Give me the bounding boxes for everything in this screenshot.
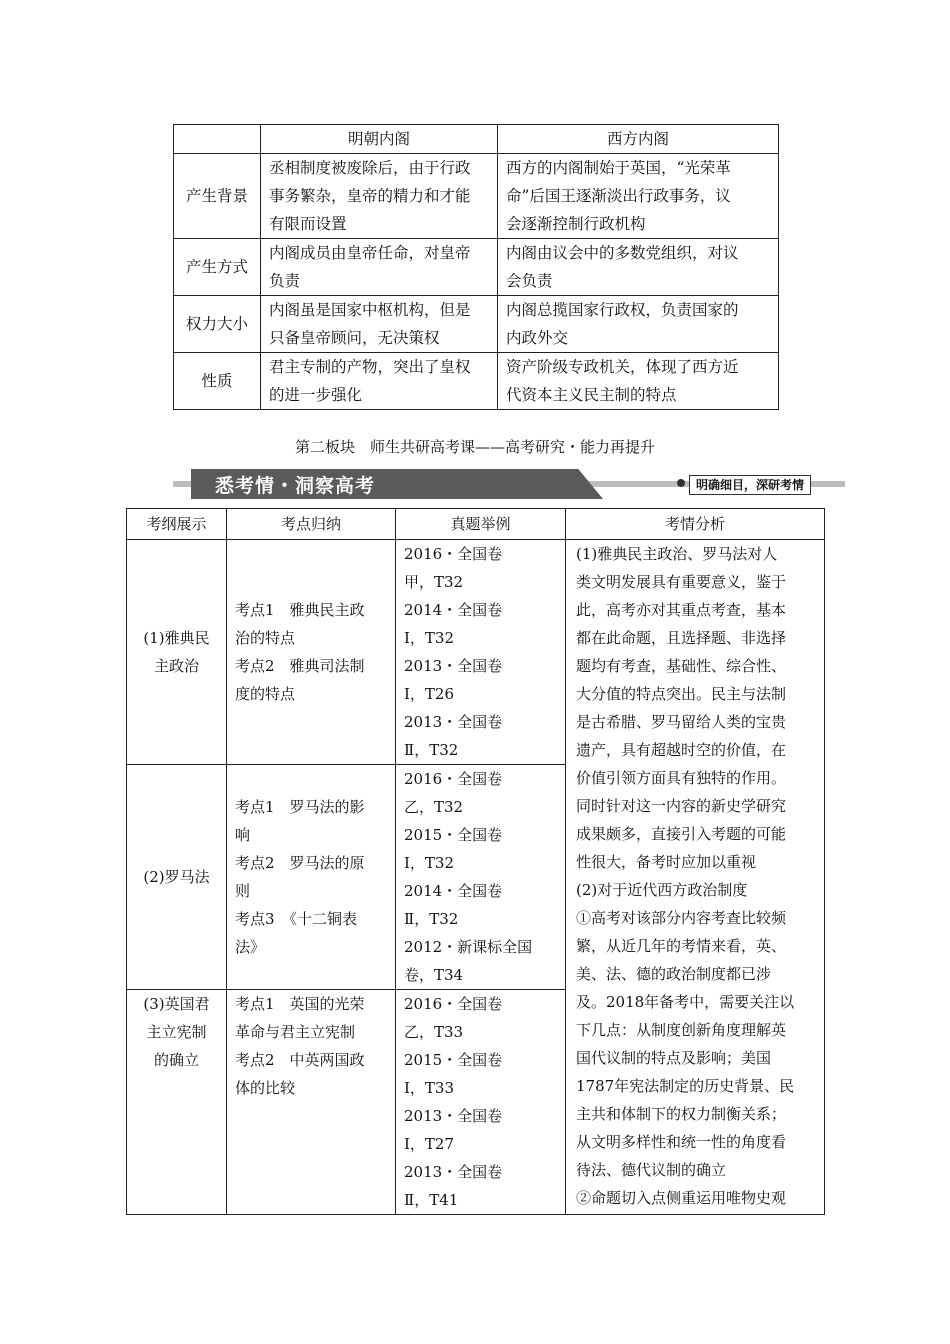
topic-line: (3)英国君 [143, 995, 210, 1013]
analysis-line: 繁，从近几年的考情来看，英、 [576, 937, 787, 955]
points-cell [227, 765, 396, 990]
header-cell-ming: 明朝内阁 [261, 125, 498, 154]
point-line: 治的特点 [235, 629, 296, 647]
analysis-line: 价值引领方面具有独特的作用。 [576, 769, 787, 787]
cell-line: 事务繁杂，皇帝的精力和才能 [269, 187, 471, 205]
exam-line: 2014・全国卷 [404, 882, 503, 900]
analysis-line: 是古希腊、罗马留给人类的宝贵 [576, 713, 787, 731]
exam-line: 甲，T32 [404, 573, 464, 591]
exam-line: 2016・全国卷 [404, 995, 503, 1013]
exam-line: Ⅰ，T32 [404, 854, 455, 872]
analysis-line: (2)对于近代西方政治制度 [576, 881, 748, 899]
west-cell [498, 296, 779, 353]
exam-item [404, 652, 557, 708]
cell-line: 君主专制的产物，突出了皇权 [269, 358, 471, 376]
analysis-line: 及。2018年备考中，需要关注以 [576, 993, 795, 1011]
table-row [127, 540, 825, 765]
exam-line: 2013・全国卷 [404, 713, 503, 731]
analysis-line: 遗产，具有超越时空的价值，在 [576, 741, 787, 759]
exam-line: Ⅰ，T32 [404, 629, 455, 647]
header-cell-analysis: 考情分析 [566, 509, 825, 540]
cell-line: 负责 [269, 272, 301, 290]
cell-line: 代资本主义民主制的特点 [506, 386, 677, 404]
point-line: 考点1 罗马法的影 [235, 798, 365, 816]
analysis-line: (1)雅典民主政治、罗马法对人 [576, 545, 778, 563]
exam-line: Ⅱ，T41 [404, 1191, 459, 1209]
point-line: 考点2 罗马法的原 [235, 854, 365, 872]
analysis-line: 题均有考查，基础性、综合性、 [576, 657, 787, 675]
ming-cell [261, 353, 498, 410]
exam-item [404, 933, 557, 989]
point-line: 考点3 《十二铜表 [235, 910, 358, 928]
cell-line: 资产阶级专政机关，体现了西方近 [506, 358, 739, 376]
exam-line: 2012・新课标全国 [404, 938, 533, 956]
table-header-row [127, 509, 825, 540]
exam-line: Ⅰ，T33 [404, 1079, 455, 1097]
ming-cell [261, 296, 498, 353]
syllabus-cell [127, 990, 227, 1215]
ming-cell [261, 154, 498, 239]
header-cell-syllabus: 考纲展示 [127, 509, 227, 540]
exam-item [404, 765, 557, 821]
analysis-line: 1787年宪法制定的历史背景、民 [576, 1077, 795, 1095]
analysis-line: ①高考对该部分内容考查比较频 [576, 909, 787, 927]
exam-line: 2013・全国卷 [404, 657, 503, 675]
exams-cell [396, 540, 566, 765]
exam-line: 乙，T32 [404, 798, 464, 816]
analysis-line: 下几点：从制度创新角度理解英 [576, 1021, 787, 1039]
exam-line: 卷，T34 [404, 966, 464, 984]
exam-line: Ⅰ，T27 [404, 1135, 455, 1153]
exam-line: 2013・全国卷 [404, 1107, 503, 1125]
exam-line: 乙，T33 [404, 1023, 464, 1041]
syllabus-cell [127, 540, 227, 765]
exam-line: Ⅱ，T32 [404, 910, 459, 928]
exam-item [404, 1158, 557, 1214]
cell-line: 只备皇帝顾问，无决策权 [269, 329, 440, 347]
cell-line: 会逐渐控制行政机构 [506, 215, 646, 233]
exam-item [404, 540, 557, 596]
analysis-line: 同时针对这一内容的新史学研究 [576, 797, 787, 815]
point-line: 度的特点 [235, 685, 296, 703]
table-row [174, 154, 779, 239]
cell-line: 丞相制度被废除后，由于行政 [269, 159, 471, 177]
table-row [174, 296, 779, 353]
exams-cell [396, 990, 566, 1215]
exam-line: Ⅱ，T32 [404, 741, 459, 759]
section-title: 第二板块 师生共研高考课——高考研究・能力再提升 [294, 438, 655, 456]
exam-line: Ⅰ，T26 [404, 685, 455, 703]
cell-line: 命”后国王逐渐淡出行政事务，议 [506, 187, 731, 205]
bullet-dot-icon [677, 479, 685, 487]
analysis-line: 待法、德代议制的确立 [576, 1161, 727, 1179]
point-line: 则 [235, 882, 251, 900]
west-cell [498, 353, 779, 410]
topic-line: 主政治 [153, 657, 199, 675]
exam-line: 2015・全国卷 [404, 1051, 503, 1069]
point-line: 考点1 英国的光荣 [235, 995, 365, 1013]
row-label: 性质 [174, 353, 261, 410]
analysis-line: 大分值的特点突出。民主与法制 [576, 685, 787, 703]
cabinet-comparison-table [173, 124, 779, 410]
exam-item [404, 708, 557, 764]
analysis-line: 类文明发展具有重要意义，鉴于 [576, 573, 787, 591]
analysis-cell [566, 540, 825, 1215]
section-banner [173, 469, 845, 499]
exam-analysis-table [126, 508, 825, 1215]
cell-line: 内阁虽是国家中枢机构，但是 [269, 301, 471, 319]
row-label: 权力大小 [174, 296, 261, 353]
header-cell-empty [174, 125, 261, 154]
point-line: 体的比较 [235, 1079, 296, 1097]
west-cell [498, 239, 779, 296]
analysis-line: 成果颇多，直接引入考题的可能 [576, 825, 787, 843]
cell-line: 的进一步强化 [269, 386, 363, 404]
analysis-line: ②命题切入点侧重运用唯物史观 [576, 1189, 787, 1207]
table-row [174, 239, 779, 296]
row-label: 产生背景 [174, 154, 261, 239]
header-cell-west: 西方内阁 [498, 125, 779, 154]
exam-item [404, 990, 557, 1046]
analysis-line: 主共和体制下的权力制衡关系； [576, 1105, 787, 1123]
banner-title: 悉考情・洞察高考 [215, 475, 376, 497]
west-cell [498, 154, 779, 239]
points-cell [227, 990, 396, 1215]
analysis-line: 此，高考亦对其重点考查，基本 [576, 601, 787, 619]
topic-line: (1)雅典民 [143, 629, 210, 647]
cell-line: 会负责 [506, 272, 553, 290]
point-line: 考点2 中英两国政 [235, 1051, 365, 1069]
table-row [174, 353, 779, 410]
exam-item [404, 877, 557, 933]
analysis-line: 从文明多样性和统一性的角度看 [576, 1133, 787, 1151]
exam-item [404, 1102, 557, 1158]
syllabus-cell [127, 765, 227, 990]
header-cell-exams: 真题举例 [396, 509, 566, 540]
analysis-line: 性很大，备考时应加以重视 [576, 853, 757, 871]
cell-line: 内阁由议会中的多数党组织，对议 [506, 244, 739, 262]
topic-line: 主立宪制 [146, 1023, 207, 1041]
topic-line: 的确立 [153, 1051, 199, 1069]
topic-line: (2)罗马法 [143, 868, 210, 886]
exam-line: 2016・全国卷 [404, 770, 503, 788]
exam-line: 2014・全国卷 [404, 601, 503, 619]
row-label: 产生方式 [174, 239, 261, 296]
cell-line: 内阁成员由皇帝任命，对皇帝 [269, 244, 471, 262]
exam-line: 2013・全国卷 [404, 1163, 503, 1181]
point-line: 考点1 雅典民主政 [235, 601, 365, 619]
exam-item [404, 821, 557, 877]
analysis-line: 国代议制的特点及影响；美国 [576, 1049, 772, 1067]
analysis-line: 美、法、德的政治制度都已涉 [576, 965, 772, 983]
cell-line: 内阁总揽国家行政权，负责国家的 [506, 301, 739, 319]
banner-subtitle: 明确细目，深研考情 [689, 475, 811, 495]
points-cell [227, 540, 396, 765]
cell-line: 西方的内阁制始于英国，“光荣革 [506, 159, 731, 177]
analysis-line: 都在此命题，且选择题、非选择 [576, 629, 787, 647]
point-line: 响 [235, 826, 251, 844]
point-line: 法》 [235, 938, 266, 956]
cell-line: 内政外交 [506, 329, 569, 347]
exam-line: 2015・全国卷 [404, 826, 503, 844]
exams-cell [396, 765, 566, 990]
ming-cell [261, 239, 498, 296]
point-line: 革命与君主立宪制 [235, 1023, 356, 1041]
exam-line: 2016・全国卷 [404, 545, 503, 563]
cell-line: 有限而设置 [269, 215, 347, 233]
exam-item [404, 1046, 557, 1102]
header-cell-points: 考点归纳 [227, 509, 396, 540]
exam-item [404, 596, 557, 652]
point-line: 考点2 雅典司法制 [235, 657, 365, 675]
table-header-row [174, 125, 779, 154]
